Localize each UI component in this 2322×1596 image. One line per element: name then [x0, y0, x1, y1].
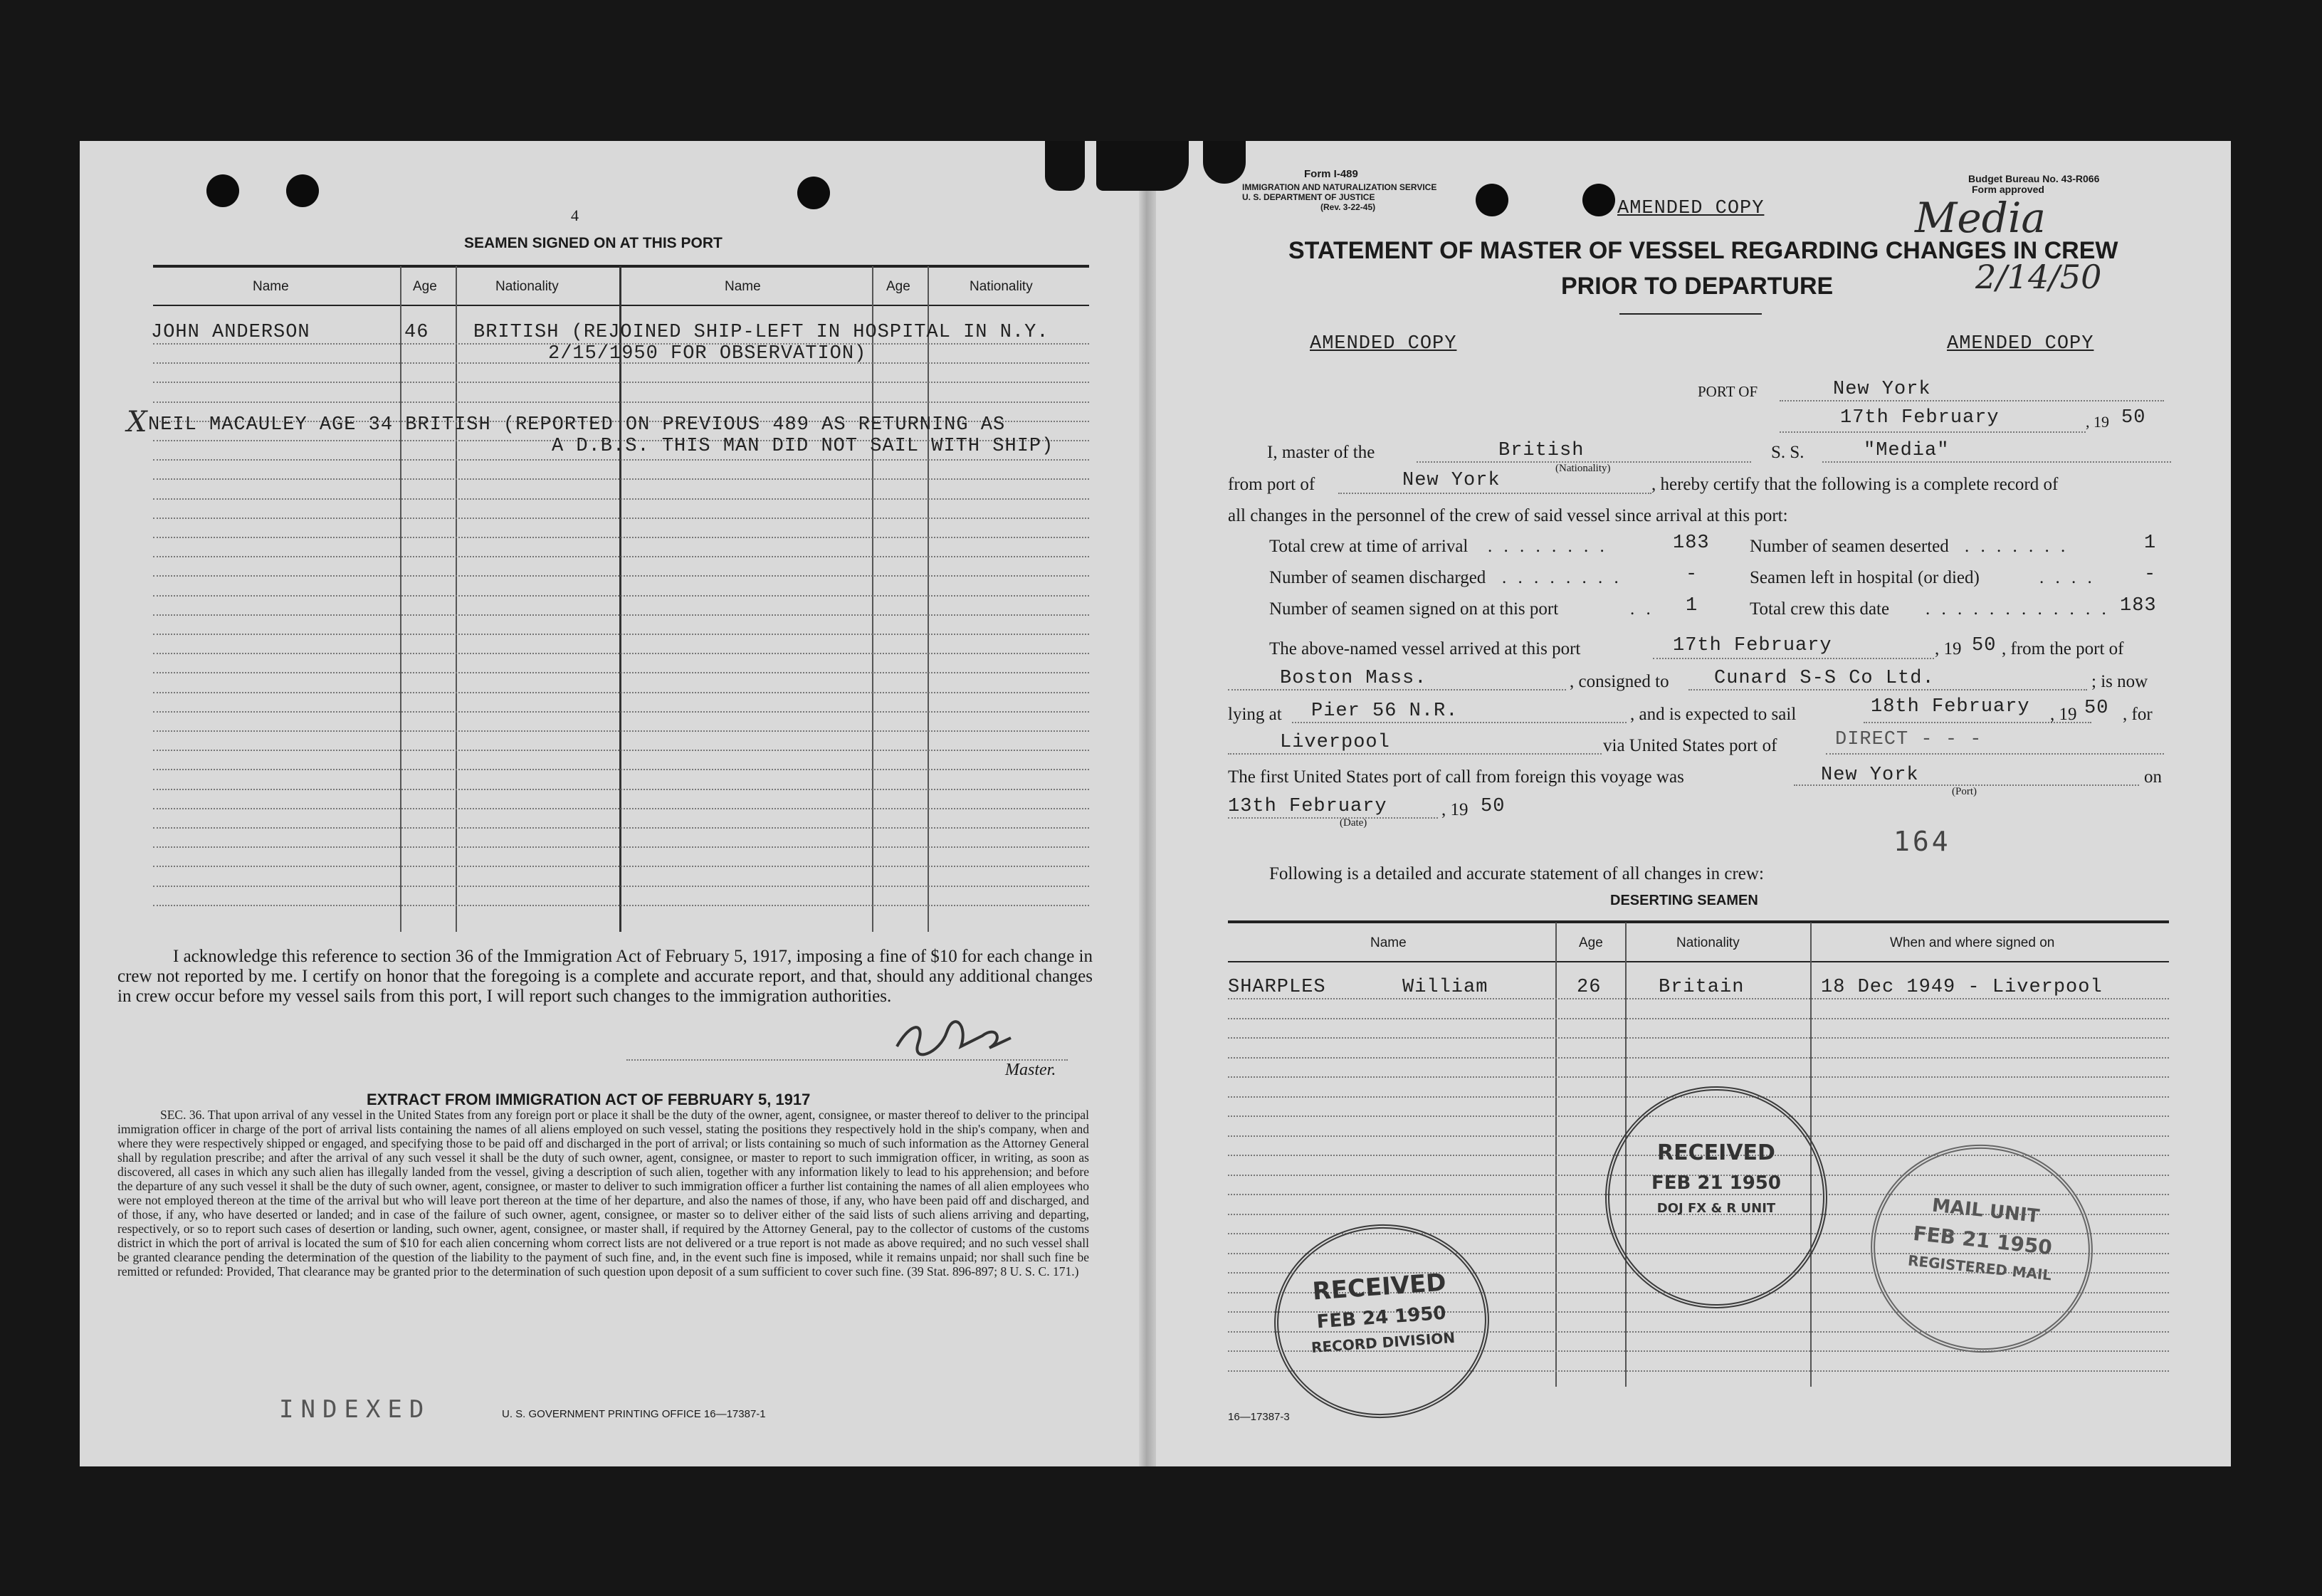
from-port-line — [1338, 493, 1651, 494]
ruled-row-line — [153, 789, 1089, 790]
stat-deserted: 1 — [2144, 532, 2157, 554]
ruled-row-line — [153, 653, 1089, 654]
entry-1-age: 46 — [404, 322, 429, 343]
sail-year: 50 — [2084, 698, 2109, 719]
ruled-row-line — [153, 498, 1089, 500]
entry-1-name: JOHN ANDERSON — [151, 322, 310, 343]
nationality-caption: (Nationality) — [1555, 463, 1611, 474]
amended-copy-top: AMENDED COPY — [1617, 198, 1765, 219]
received-stamp-1 — [1605, 1086, 1827, 1308]
first-port-date-line — [1228, 817, 1438, 819]
stat-hospital-label: Seamen left in hospital (or died) — [1750, 568, 1980, 587]
section-title: SEAMEN SIGNED ON AT THIS PORT — [464, 235, 723, 251]
punch-hole — [286, 174, 319, 207]
col-header-age: Age — [413, 279, 437, 294]
form-revision: (Rev. 3-22-45) — [1320, 202, 1376, 212]
extract-text: SEC. 36. That upon arrival of any vessel in the United States from any foreign port or place it shall be the duty of the owner, agent, consignee, or master thereof to deliver to the principal immigration officer in charge of the port of arrival lists containing the names of all aliens employed on such vessel, stating the positions they respectively hold in the ship's company, when and where they were respectively shipped or engaged, and specifying those to be paid off and discharged in the port of arrival; or lists containing so much of such information as the Attorney General shall by regulation prescribe; and after the arrival of any such vessel it shall be the duty of such owner, agent, consignee, or master to report to such immigration officer, in writing, as soon as discovered, all cases in which any such alien has illegally landed from the vessel, giving a description of such alien, together with any information likely to lead to his apprehension; and before the departure of any such vessel it shall be the duty of such owner, agent, consignee, or master to deliver to such immigration officer a further list containing the names of all alien employees who were not employed thereon at the time of the arrival but who will leave port thereon at the time of her departure, and also the names of those, if any, who have been paid off and discharged, and of those, if any, who have deserted or landed; and in case of the failure of such owner, agent, consignee, or master so to deliver either of the said lists of such aliens arriving and departing, respectively, or so to report such cases of desertion or landing, such owner, agent, consignee, or master shall, if required by the Attorney General, pay to the collector of customs of the customs district in which the port of arrival is located the sum of $10 for each alien concerning whom correct lists are not delivered or a true report is not made as above required; and no such vessel shall be granted clearance pending the determination of the question of the liability to the payment of such fine, and, in the event such fine is imposed, while it remains unpaid; nor shall such fine be remitted or refunded: Provided, That clearance may be granted prior to the determination of such question upon deposit of a sum sufficient to cover such fine. (39 Stat. 896-897; 8 U. S. C. 171.) — [117, 1108, 1089, 1279]
ruled-row-line — [1228, 1018, 2169, 1019]
master-label: Master. — [1005, 1061, 1056, 1079]
stamp-2-date: FEB 24 1950 — [1315, 1302, 1447, 1333]
ruled-row-line — [1228, 1057, 2169, 1059]
col-divider — [928, 266, 929, 932]
arrived-date: 17th February — [1673, 635, 1832, 656]
leader-dots: . . . . . . . . . . . . — [1926, 599, 2110, 619]
stamp-3-bottom: REGISTERED MAIL — [1907, 1251, 2053, 1284]
stamped-number: 164 — [1893, 826, 1951, 857]
deserter-given-name: William — [1402, 977, 1488, 998]
destination: Liverpool — [1280, 732, 1390, 753]
date-year: 50 — [2121, 407, 2146, 429]
nationality-value: British — [1498, 440, 1585, 461]
deserting-title: DESERTING SEAMEN — [1610, 893, 1758, 908]
stamp-1-bottom: DOJ FX & R UNIT — [1656, 1201, 1776, 1216]
col-header-nationality: Nationality — [495, 279, 559, 294]
col-header-name: Name — [253, 279, 289, 294]
deserting-top-rule — [1228, 920, 2169, 923]
col-header-name-2: Name — [725, 279, 761, 294]
deserter-surname: SHARPLES — [1228, 977, 1326, 998]
port-caption: (Port) — [1952, 786, 1977, 797]
handwritten-date: 2/14/50 — [1975, 258, 2102, 296]
ruled-row-line — [153, 886, 1089, 887]
deserting-col-signed-on: When and where signed on — [1890, 935, 2055, 950]
first-port-date: 13th February — [1228, 796, 1387, 817]
leader-dots: . . . . . . . . — [1502, 568, 1622, 587]
stat-deserted-label: Number of seamen deserted — [1750, 537, 1949, 556]
ruled-row-line — [153, 769, 1089, 770]
ruled-row-line — [153, 827, 1089, 829]
stat-signed-on: 1 — [1686, 595, 1698, 616]
torn-edge — [1045, 141, 1085, 191]
ruled-row-line — [153, 595, 1089, 597]
lying-at-line — [1292, 722, 1627, 723]
stat-total-date: 183 — [2120, 595, 2157, 616]
lying-at: Pier 56 N.R. — [1311, 700, 1459, 722]
leader-dots: . . . . . . . — [1965, 537, 2069, 556]
via-port: DIRECT - - - — [1835, 729, 1982, 750]
ruled-row-line — [153, 846, 1089, 848]
torn-edge — [1203, 141, 1246, 184]
punch-hole — [206, 174, 239, 207]
arrived-year-prefix: , 19 — [1935, 639, 1962, 658]
ruled-row-line — [153, 730, 1089, 732]
ruled-row-line — [1228, 1037, 2169, 1039]
entry-1-nationality: BRITISH (REJOINED SHIP-LEFT IN HOSPITAL IN N.Y. — [473, 322, 1049, 343]
ruled-row-line — [1228, 1076, 2169, 1078]
first-port-year: 50 — [1481, 796, 1506, 817]
stamp-3-top: MAIL UNIT — [1930, 1195, 2041, 1228]
leader-dots: . . . . — [2039, 568, 2096, 587]
master-text: I, master of the — [1267, 443, 1375, 462]
certify-text: , hereby certify that the following is a complete record of — [1651, 475, 2059, 494]
port-value: New York — [1833, 379, 1931, 400]
lying-at-text: lying at — [1228, 705, 1282, 724]
budget-bureau: Budget Bureau No. 43-R066 — [1968, 173, 2100, 184]
punch-hole — [1476, 184, 1508, 216]
port-label: PORT OF — [1698, 383, 1758, 400]
col-divider — [619, 266, 621, 932]
changes-text: all changes in the personnel of the crew of said vessel since arrival at this port: — [1228, 506, 1788, 525]
from-port-label: from port of — [1228, 475, 1315, 494]
stamp-2-bottom: RECORD DIVISION — [1310, 1328, 1456, 1356]
following-text: Following is a detailed and accurate statement of all changes in crew: — [1269, 864, 1764, 883]
deserting-col-age: Age — [1579, 935, 1603, 950]
form-approved: Form approved — [1972, 184, 2044, 195]
amended-copy-right: AMENDED COPY — [1947, 333, 2094, 355]
ship-line — [1822, 461, 2171, 463]
port-line — [1780, 400, 2164, 401]
stat-signed-on-label: Number of seamen signed on at this port — [1269, 599, 1559, 619]
stat-total-arrival: 183 — [1673, 532, 1710, 554]
deserting-col-name: Name — [1370, 935, 1407, 950]
ruled-row-line — [153, 866, 1089, 867]
amended-copy-left: AMENDED COPY — [1310, 333, 1457, 355]
ruled-row-line — [153, 614, 1089, 616]
printing-office: U. S. GOVERNMENT PRINTING OFFICE 16—17387-1 — [502, 1408, 766, 1420]
ruled-row-line — [153, 556, 1089, 557]
from-place-line — [1228, 689, 1566, 691]
first-port-text: The first United States port of call from foreign this voyage was — [1228, 767, 1684, 787]
expected-text: , and is expected to sail — [1630, 705, 1797, 724]
page-crease — [1139, 141, 1156, 1466]
form-number: Form I-489 — [1304, 168, 1358, 180]
consigned-text: , consigned to — [1570, 672, 1669, 691]
stat-hospital: - — [2144, 564, 2157, 585]
ruled-row-line — [153, 808, 1089, 809]
ruled-row-line — [1228, 998, 2169, 999]
leader-dots: . . — [1630, 599, 1654, 619]
signature-line — [626, 1059, 1068, 1061]
stat-total-arrival-label: Total crew at time of arrival — [1269, 537, 1469, 556]
deserter-age: 26 — [1577, 977, 1602, 998]
punch-hole — [797, 177, 830, 209]
stat-total-date-label: Total crew this date — [1750, 599, 1890, 619]
arrived-year: 50 — [1972, 635, 1997, 656]
date-caption: (Date) — [1340, 817, 1367, 829]
indexed-stamp: INDEXED — [279, 1395, 431, 1424]
handwritten-ship-name: Media — [1915, 194, 2046, 242]
deserter-signed-on: 18 Dec 1949 - Liverpool — [1821, 977, 2103, 998]
ruled-row-line — [153, 575, 1089, 577]
ruled-row-line — [153, 672, 1089, 673]
date-line — [1780, 431, 2086, 433]
ruled-row-line — [153, 382, 1089, 383]
col-header-nationality-2: Nationality — [970, 279, 1033, 294]
entry-1-note: 2/15/1950 FOR OBSERVATION) — [548, 343, 867, 364]
stat-discharged: - — [1686, 564, 1698, 585]
page-number: 4 — [571, 206, 579, 224]
ruled-row-line — [153, 905, 1089, 906]
date-value: 17th February — [1840, 407, 2000, 429]
ruled-row-line — [153, 692, 1089, 693]
master-signature — [890, 1018, 1018, 1061]
arrived-text: The above-named vessel arrived at this port — [1269, 639, 1581, 658]
leader-dots: . . . . . . . . — [1488, 537, 1608, 556]
ruled-row-line — [153, 750, 1089, 751]
consignee: Cunard S-S Co Ltd. — [1714, 668, 1935, 689]
from-the-port-text: , from the port of — [2002, 639, 2124, 658]
on-text: on — [2144, 767, 2162, 787]
for-text: , for — [2123, 705, 2153, 724]
ruled-row-line — [153, 634, 1089, 635]
deserting-header-rule — [1228, 961, 2169, 962]
entry-2-line: NEIL MACAULEY AGE 34 BRITISH (REPORTED ON PREVIOUS 489 AS RETURNING AS — [148, 414, 1006, 436]
footer-code: 16—17387-3 — [1228, 1411, 1290, 1423]
arrived-line — [1653, 658, 1934, 659]
extract-title: EXTRACT FROM IMMIGRATION ACT OF FEBRUARY 5, 1917 — [367, 1091, 811, 1108]
ruled-row-line — [153, 537, 1089, 538]
stat-discharged-label: Number of seamen discharged — [1269, 568, 1486, 587]
ruled-row-line — [153, 478, 1089, 480]
col-divider — [456, 266, 457, 932]
stamp-2-top: RECEIVED — [1311, 1268, 1447, 1306]
from-place: Boston Mass. — [1280, 668, 1427, 689]
ruled-row-line — [153, 459, 1089, 461]
sail-date: 18th February — [1871, 696, 2030, 718]
sail-year-prefix: , 19 — [2050, 705, 2077, 724]
ruled-row-line — [153, 518, 1089, 519]
deserting-col-nationality: Nationality — [1676, 935, 1740, 950]
stamp-1-date: FEB 21 1950 — [1651, 1172, 1781, 1194]
stamp-1-top: RECEIVED — [1657, 1140, 1775, 1165]
form-title-line1: STATEMENT OF MASTER OF VESSEL REGARDING CHANGES IN CREW — [1288, 237, 2118, 264]
punch-hole — [1582, 184, 1615, 216]
torn-edge — [1096, 141, 1189, 191]
col-divider — [400, 266, 401, 932]
acknowledgement-text: I acknowledge this reference to section 36 of the Immigration Act of February 5, 1917, imposing a fine of $10 for each change in crew not reported by me. I certify on honor that the foregoing is a complete and accurate report, and that, should any additional changes in crew occur before my vessel sails from this port, I will report such changes to the immigration authorities. — [117, 947, 1093, 1006]
from-port-value: New York — [1402, 470, 1501, 491]
form-title-line2: PRIOR TO DEPARTURE — [1561, 273, 1834, 300]
via-line — [1826, 753, 2164, 755]
deserter-nationality: Britain — [1659, 977, 1745, 998]
ship-value: "Media" — [1864, 440, 1950, 461]
title-rule — [1619, 313, 1762, 315]
stamp-3-date: FEB 21 1950 — [1912, 1221, 2054, 1260]
destination-line — [1228, 753, 1602, 755]
ruled-row-line — [153, 401, 1089, 403]
entry-2-note: A D.B.S. THIS MAN DID NOT SAIL WITH SHIP) — [552, 436, 1054, 457]
form-department: U. S. DEPARTMENT OF JUSTICE — [1242, 192, 1375, 202]
ss-label: S. S. — [1771, 443, 1804, 462]
entry-2-mark: X — [127, 406, 147, 439]
via-text: via United States port of — [1603, 736, 1777, 755]
form-agency: IMMIGRATION AND NATURALIZATION SERVICE — [1242, 182, 1437, 192]
first-port-year-prefix: , 19 — [1441, 800, 1469, 819]
col-header-age-2: Age — [886, 279, 910, 294]
is-now-text: ; is now — [2091, 672, 2148, 691]
first-port: New York — [1821, 765, 1919, 786]
date-year-prefix: , 19 — [2086, 413, 2109, 431]
consignee-line — [1688, 689, 2087, 691]
ruled-row-line — [153, 711, 1089, 713]
col-divider — [872, 266, 873, 932]
